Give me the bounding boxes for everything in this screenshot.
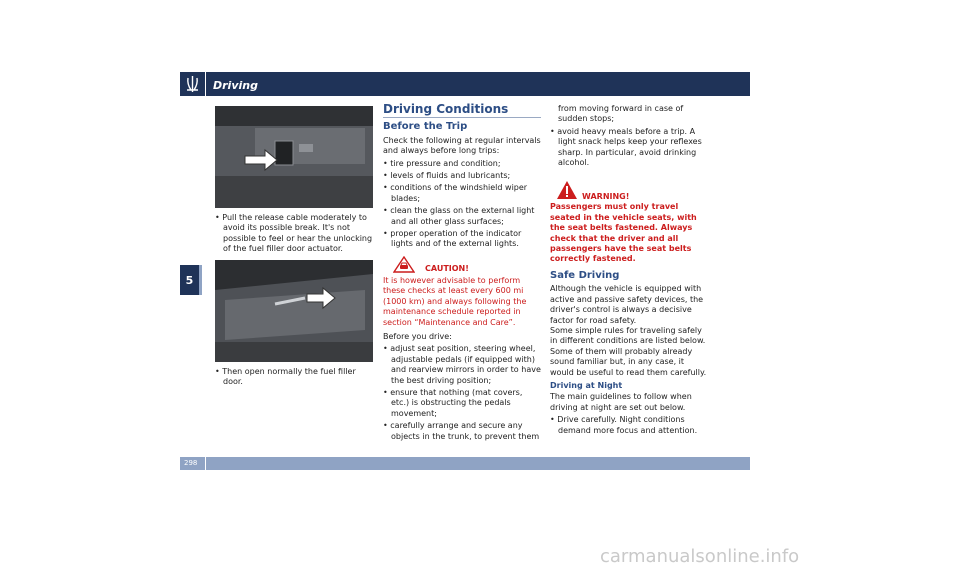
column-1-text-b [215, 367, 375, 390]
list-item: • tire pressure and condition; [383, 158, 501, 168]
list-item: • conditions of the windshield wiper blades; [383, 183, 528, 203]
list-item: • clean the glass on the external light and all other glass surfaces; [383, 206, 535, 226]
caution-block-header [383, 256, 541, 273]
column-1-text-a [215, 213, 375, 257]
instruction-open-door: • Then open normally the fuel filler door. [215, 367, 356, 387]
night-text: The main guidelines to follow when driving at night are set out below. [550, 392, 692, 412]
trunk-photo [215, 260, 373, 362]
warning-block-header [550, 180, 710, 202]
list-item: • levels of fluids and lubricants; [383, 171, 511, 181]
list-item: • carefully arrange and secure any objects in the trunk, to prevent them [383, 421, 540, 441]
heading-safe-driving: Safe Driving [550, 269, 620, 281]
safe-text-1: Although the vehicle is equipped with active and passive safety devices, the driver's control is always a decisive factor for road safety. [550, 284, 704, 325]
list-item: • adjust seat position, steering wheel, adjustable pedals (if equipped with) and rearview mirrors in order to have the best driving position; [383, 344, 541, 385]
page-footer-bar [180, 457, 750, 470]
page-number: 298 [184, 459, 198, 467]
brand-logo [180, 72, 206, 96]
warning-icon [556, 180, 578, 203]
column-3 [550, 104, 710, 438]
instruction-pull-cable: • Pull the release cable moderately to avoid its possible break. It's not possible to feel or hear the unlocking of the fuel filler door actuator. [215, 213, 373, 254]
continued-text: from moving forward in case of sudden stops; [558, 104, 684, 124]
caution-title: CAUTION! [425, 263, 469, 273]
footer-divider [205, 457, 206, 470]
before-drive-label: Before you drive: [383, 331, 452, 341]
heading-before-trip: Before the Trip [383, 121, 468, 133]
list-item: • Drive carefully. Night conditions demand more focus and attention. [550, 415, 698, 435]
list-item: • ensure that nothing (mat covers, etc.) is obstructing the pedals movement; [383, 387, 523, 418]
page-header-bar [180, 72, 750, 96]
watermark: carmanualsonline.info [600, 546, 800, 567]
safe-text-2: Some simple rules for traveling safely in different conditions are listed below. Some of them will probably already sound familiar but, in any case, it would be useful to read them carefully. [550, 325, 707, 377]
warning-title: WARNING! [582, 192, 630, 202]
heading-driving-conditions: Driving Conditions [383, 104, 541, 118]
fuel-release-photo [215, 106, 373, 208]
warning-text: Passengers must only travel seated in the vehicle seats, with the seat belts fastened. Always check that the driver and all passengers have the seat belts correctly fastened. [550, 202, 697, 264]
list-item: • avoid heavy meals before a trip. A light snack helps keep your reflexes sharp. In particular, avoid drinking alcohol. [550, 126, 702, 168]
column-2 [383, 104, 541, 444]
caution-car-icon [393, 256, 415, 276]
section-title: Driving [213, 79, 258, 92]
intro-text: Check the following at regular intervals and always before long trips: [383, 135, 541, 156]
caution-text: It is however advisable to perform these checks at least every 600 mi (1000 km) and always following the maintenance schedule reported in section “Maintenance and Care”. [383, 275, 527, 327]
heading-driving-at-night: Driving at Night [550, 380, 623, 390]
chapter-tab: 5 [180, 265, 202, 295]
list-item: • proper operation of the indicator lights and of the external lights. [383, 229, 522, 249]
